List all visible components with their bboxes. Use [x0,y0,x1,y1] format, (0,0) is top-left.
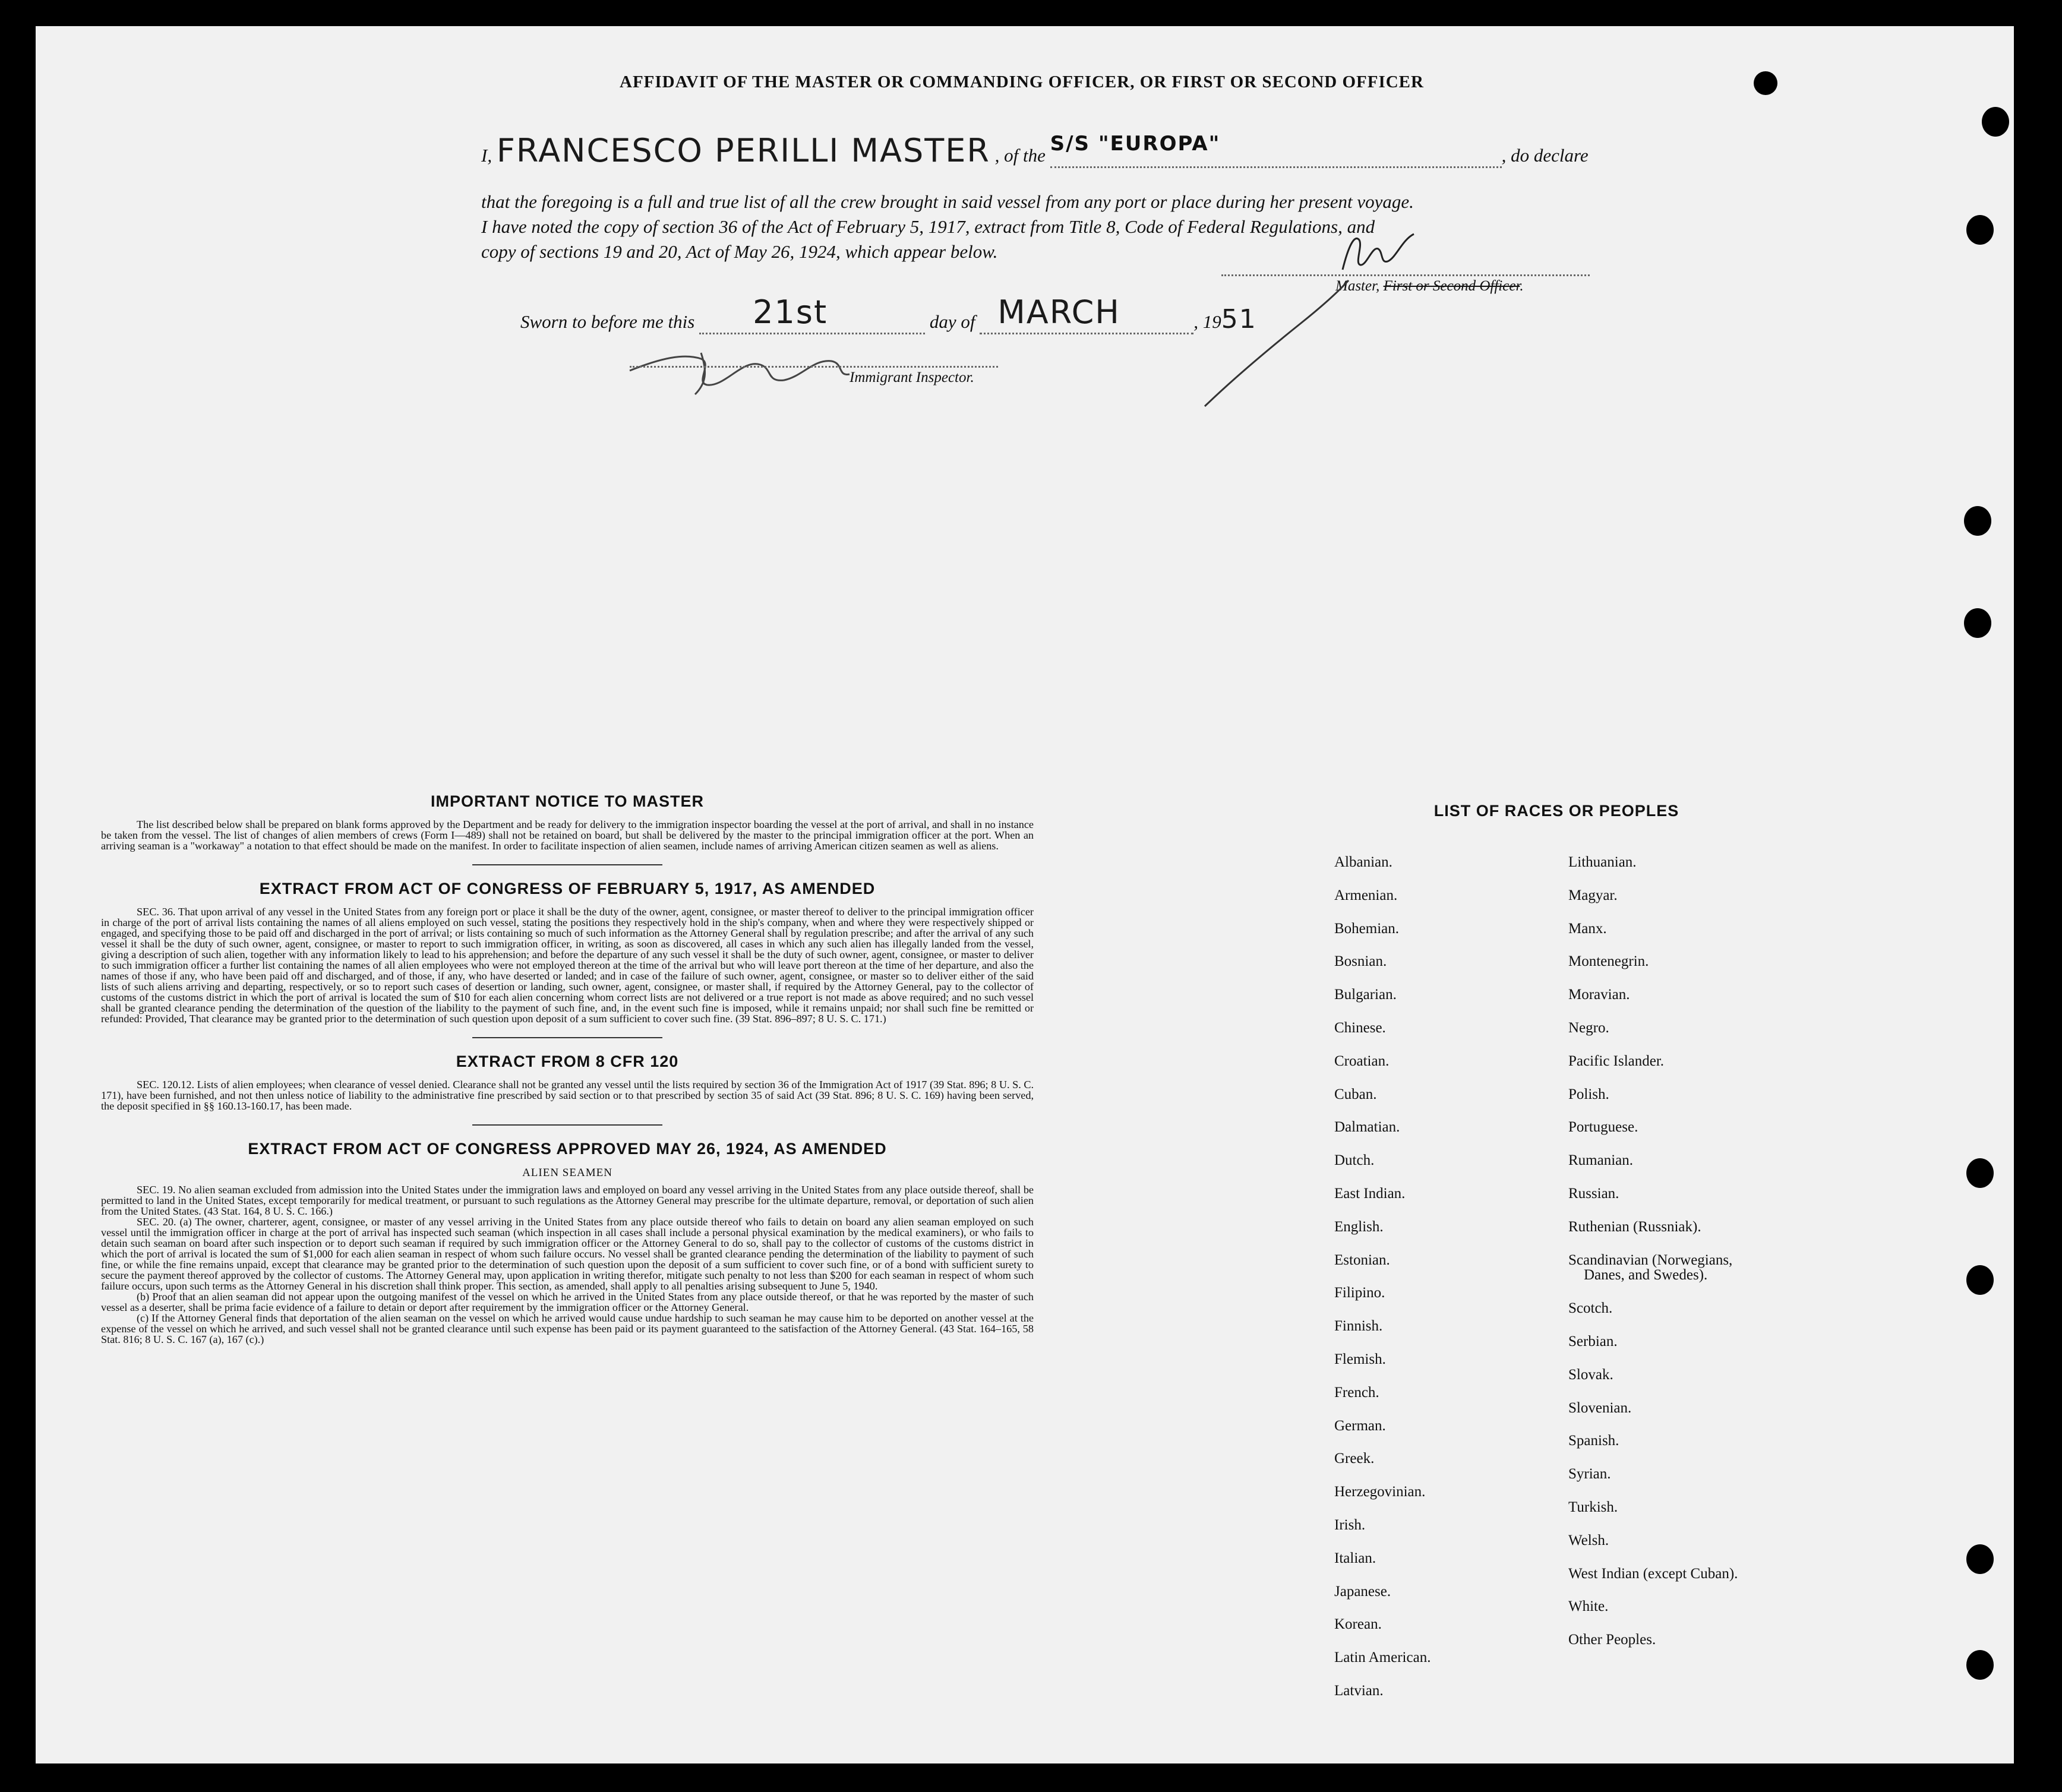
section-divider [472,1037,662,1038]
race-item: Spanish. [1568,1433,1619,1449]
race-item: Pacific Islander. [1568,1053,1665,1069]
race-item: Dutch. [1334,1152,1375,1169]
race-item: Turkish. [1568,1499,1618,1515]
inspector-signature-line [630,366,998,368]
race-item: Flemish. [1334,1351,1386,1367]
race-item: Finnish. [1334,1318,1383,1335]
cfr-title: EXTRACT FROM 8 CFR 120 [456,1053,679,1070]
master-label: Master, [1335,278,1380,294]
race-item: Syrian. [1568,1466,1611,1483]
race-item: Albanian. [1334,854,1392,870]
race-item: Portuguese. [1568,1119,1638,1136]
race-item: Bulgarian. [1334,987,1397,1003]
sworn-prefix: Sworn to before me this [520,311,695,332]
punch-hole [1982,107,2009,137]
race-item: Slovenian. [1568,1399,1632,1416]
act-1924-title: EXTRACT FROM ACT OF CONGRESS APPROVED MAY 26, 1924, AS AMENDED [248,1140,887,1158]
race-item: Welsh. [1568,1532,1609,1548]
sec-20a-text: SEC. 20. (a) The owner, charterer, agent, consignee, or master of any vessel arriving in the United States from any place outside thereof who fails to detain on board any alien seaman employed on such vessel until the immigration officer in charge at the port of arrival has inspected such seaman (which inspection in all cases shall include a personal physical examination by the medical examiners), or who fails to detain such seaman on board after such inspection or to deport such seaman if required by such immigration officer or the Attorney General to do so, shall pay to the collector of customs of the customs district in which the port of arrival is located the sum of $1,000 for each alien seaman in respect of whom such failure occurs. No vessel shall be granted clearance pending the determination of the liability to payment of such fine, or while the fine remains unpaid, except that clearance may be granted prior to the determination of such question upon the deposit of a sum sufficient to cover such fine, or of a bond with sufficient surety to secure the payment thereof approved by the collector of customs. The Attorney General may, upon application in writing therefor, mitigate such penalty to not less than $200 for each seaman in respect of whom such failure occurs, upon such terms as the Attorney General in his discretion shall think proper. This section, as amended, shall apply to all penalties arising subsequent to June 5, 1940. [101,1216,1034,1292]
race-item: Korean. [1334,1616,1382,1633]
act-1917-title: EXTRACT FROM ACT OF CONGRESS OF FEBRUARY 5, 1917, AS AMENDED [259,880,876,897]
race-item: Moravian. [1568,987,1630,1003]
race-item: Greek. [1334,1450,1375,1467]
declaration-line-3: I have noted the copy of section 36 of the Act of February 5, 1917, extract from Title 8, Code of Federal Regulations, and [481,216,1375,237]
race-item: Scotch. [1568,1300,1613,1317]
punch-hole [1966,1650,1994,1680]
race-item: East Indian. [1334,1185,1406,1202]
race-item: Scandinavian (Norwegians, [1568,1251,1733,1268]
day-of-text: day of [929,311,975,332]
handwritten-day: 21st [753,293,828,331]
race-item: Chinese. [1334,1019,1386,1036]
handwritten-year: 51 [1221,304,1257,334]
vessel-field [1050,132,1502,168]
sworn-month-field [980,293,1193,334]
race-item: Bohemian. [1334,920,1400,937]
punch-hole [1964,608,1991,638]
race-item: Lithuanian. [1568,854,1637,870]
race-item: Russian. [1568,1185,1619,1202]
race-item: French. [1334,1384,1379,1401]
year-prefix: , 19 [1193,311,1221,332]
punch-hole [1966,215,1994,245]
pen-stroke-mark [1200,276,1354,412]
race-item: Italian. [1334,1550,1376,1566]
race-item: Bosnian. [1334,953,1387,970]
vessel-stamp: S/S "EUROPA" [1050,132,1221,156]
declaration-line-1 [481,132,1646,169]
race-item: Magyar. [1568,887,1618,903]
race-item: Dalmatian. [1334,1119,1400,1136]
race-item: English. [1334,1218,1384,1235]
notices-column [101,792,1034,1345]
document-page [36,26,2014,1763]
race-item: German. [1334,1417,1386,1434]
punch-hole [1964,506,1991,536]
important-notice-title: IMPORTANT NOTICE TO MASTER [431,792,704,810]
inspector-label: Immigrant Inspector. [850,369,974,385]
section-divider [472,1124,662,1126]
races-column-1 [1334,854,1431,1716]
race-item: Japanese. [1334,1583,1391,1600]
race-item: White. [1568,1598,1609,1615]
sec-19-text: SEC. 19. No alien seaman excluded from admission into the United States under the immigration laws and employed on board any vessel arriving in the United States from any place outside thereof, shall be permitted to land in the United States, except temporarily for medical treatment, or pursuant to such regulations as the Attorney General may prescribe for the ultimate departure, removal, or deportation of such alien from the United States. (43 Stat. 164, 8 U. S. C. 166.) [101,1184,1034,1217]
race-item: Polish. [1568,1086,1609,1102]
race-item: Slovak. [1568,1366,1613,1383]
do-declare-text: , do declare [1501,145,1589,166]
declaration-line-4: copy of sections 19 and 20, Act of May 26, 1924, which appear below. [481,241,998,262]
race-item: Croatian. [1334,1053,1390,1069]
race-item: Latin American. [1334,1649,1431,1666]
cfr-text: SEC. 120.12. Lists of alien employees; when clearance of vessel denied. Clearance shall not be granted any vessel until the lists required by section 36 of the Immigration Act of 1917 (39 Stat. 896; 8 U. S. C. 171), have been furnished, and not then unless notice of liability to the administrative fine prescribed by said section or to that prescribed by section 35 of said Act (39 Stat. 896; 8 U. S. C. 169) having been served, the deposit specified in §§ 160.13-160.17, has been made. [101,1079,1034,1112]
race-item: Herzegovinian. [1334,1484,1426,1500]
race-item: Negro. [1568,1019,1609,1036]
race-item: West Indian (except Cuban). [1568,1565,1738,1582]
important-notice-text: The list described below shall be prepared on blank forms approved by the Department and be ready for delivery to the immigration inspector boarding the vessel at the port of arrival, and shall in no instance be taken from the vessel. The list of changes of alien members of crews (Form I—489) shall not be retained on board, but shall be delivered by the master to the principal immigration officer at the port. When an arriving seaman is a "workaway" a notation to that effect should be made on the manifest. In order to facilitate inspection of alien seamen, include names of arriving American citizen seamen as well as aliens. [101,818,1034,852]
act-1924-subtitle: ALIEN SEAMEN [522,1167,612,1179]
inspector-signature-mark [624,335,873,400]
of-the-text: , of the [994,145,1046,166]
struck-officer-label: First or Second Officer [1383,278,1520,294]
race-item: Manx. [1568,920,1607,937]
affidavit-title: AFFIDAVIT OF THE MASTER OR COMMANDING OFFICER, OR FIRST OR SECOND OFFICER [620,72,1424,91]
sec-20c-text: (c) If the Attorney General finds that deportation of the alien seaman on the vessel on which he arrived would cause undue hardship to such seaman he may cause him to be deported on another vessel at the expense of the vessel on which he arrived, and such vessel shall not be granted clearance until such expense has been paid or its payment guaranteed to the satisfaction of the Attorney General. (43 Stat. 164–165, 58 Stat. 816; 8 U. S. C. 167 (a), 167 (c).) [101,1312,1034,1345]
punch-hole [1754,71,1777,95]
race-item: Serbian. [1568,1333,1618,1349]
punch-hole [1966,1265,1994,1295]
i-prefix: I, [481,145,492,166]
race-item: Filipino. [1334,1285,1385,1301]
section-divider [472,864,662,865]
race-item: Montenegrin. [1568,953,1649,970]
punch-hole [1966,1158,1994,1188]
sworn-day-field [699,293,925,334]
races-title: LIST OF RACES OR PEOPLES [1433,802,1679,820]
race-item: Latvian. [1334,1682,1384,1699]
punch-hole [1966,1544,1994,1574]
race-item: Other Peoples. [1568,1632,1656,1648]
handwritten-month: MARCH [997,293,1120,331]
officer-designation [1335,278,1524,295]
declaration-line-2: that the foregoing is a full and true list of all the crew brought in said vessel from any port or place during her present voyage. [481,191,1414,212]
race-item: Rumanian. [1568,1152,1634,1169]
sec-20b-text: (b) Proof that an alien seaman did not appear upon the outgoing manifest of the vessel on which he arrived in the United States from any place outside thereof, or that he was reported by the master of such vessel as a deserter, shall be prima facie evidence of a failure to detain or deport after requirement by the immigration officer or the Attorney General. [101,1291,1034,1313]
race-item: Ruthenian (Russniak). [1568,1218,1701,1235]
race-item: Irish. [1334,1516,1366,1533]
officer-label-end: . [1520,278,1524,294]
race-item: Cuban. [1334,1086,1377,1102]
handwritten-master-name: FRANCESCO PERILLI MASTER [496,132,990,169]
race-item: Estonian. [1334,1251,1390,1268]
races-column-2 [1568,854,1738,1665]
act-1917-text: SEC. 36. That upon arrival of any vessel in the United States from any foreign port or place it shall be the duty of the owner, agent, consignee, or master thereof to deliver to the principal immigration officer in charge of the port of arrival lists containing the names of all aliens employed on such vessel, stating the positions they respectively hold in the ship's company, when and where they were respectively shipped or engaged, and specifying those to be paid off and discharged in the port of arrival; or lists containing so much of such information as the Attorney General shall by regulation prescribe; and after the arrival of any such vessel it shall be the duty of such owner, agent, consignee, or master to report to such immigration officer, in writing, as soon as discovered, all cases in which any such alien has illegally landed from the vessel, giving a description of such alien, together with any information likely to lead to his apprehension; and before the departure of any such vessel it shall be the duty of such owner, agent, consignee, or master to deliver to such immigration officer a further list containing the names of all alien employees who were not employed thereon at the time of the arrival but who will leave port thereon at the time of her departure, and also the names of those if any, who have been paid off and discharged, and of those, if any, who have deserted or landed; and in case of the failure of such owner, agent, consignee, or master so to deliver either of the said lists of such aliens arriving and departing, respectively, or so to report such cases of desertion or landing, such owner, agent, consignee, or master shall, if required by the Attorney General, pay to the collector of customs of the customs district in which the port of arrival is located the sum of $10 for each alien concerning whom correct lists are not delivered or a true report is not made as above required; and no such vessel shall be granted clearance pending the determination of the question of the liability to the payment of such fine, and, in the event such fine is imposed, while it remains unpaid; nor shall such fine be remitted or refunded: Provided, That clearance may be granted prior to the determination of such question upon deposit of a sum sufficient to cover such fine. (39 Stat. 896–897; 8 U. S. C. 171.) [101,906,1034,1025]
sworn-line [520,293,1685,334]
race-item: Danes, and Swedes). [1584,1267,1708,1284]
race-item: Armenian. [1334,887,1398,903]
